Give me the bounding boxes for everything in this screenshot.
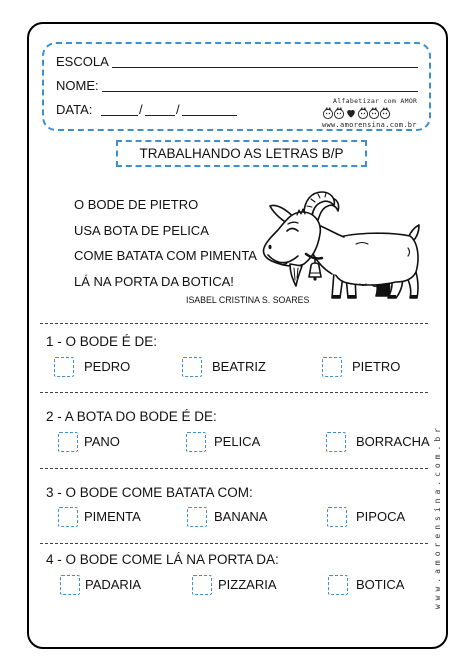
option-label: BORRACHA — [356, 434, 430, 449]
school-field[interactable] — [112, 67, 418, 68]
option-label: BEATRIZ — [212, 359, 266, 374]
checkbox-icon[interactable] — [327, 507, 347, 527]
option-label: PADARIA — [85, 577, 142, 592]
section-divider — [40, 468, 428, 469]
date-separator: / — [139, 102, 143, 117]
date-year-field[interactable] — [182, 115, 237, 116]
option-label: PANO — [84, 434, 120, 449]
poem-line: LÁ NA PORTA DA BOTICA! — [74, 273, 234, 289]
option-label: PIETRO — [352, 359, 401, 374]
option-label: BOTICA — [356, 577, 405, 592]
option-label: PELICA — [214, 434, 261, 449]
goat-body — [332, 233, 419, 285]
poem — [74, 192, 257, 294]
option-label: BANANA — [214, 509, 268, 524]
section-divider — [40, 392, 428, 393]
option-label: PEDRO — [84, 359, 131, 374]
date-month-field[interactable] — [145, 115, 175, 116]
side-watermark: www.amorensina.com.br — [433, 424, 442, 610]
school-label: ESCOLA — [56, 54, 109, 69]
goat-bell — [309, 263, 321, 277]
poem-line: O BODE DE PIETRO — [74, 197, 199, 212]
date-day-field[interactable] — [101, 115, 138, 116]
question-4-text: 4 - O BODE COME LÁ NA PORTA DA: — [46, 552, 279, 567]
goat-illustration — [260, 186, 420, 302]
option-label: PIMENTA — [84, 509, 141, 524]
date-label: DATA: — [56, 102, 93, 117]
checkbox-icon[interactable] — [58, 432, 78, 452]
checkbox-icon[interactable] — [54, 357, 74, 377]
option-label: PIPOCA — [356, 509, 406, 524]
checkbox-icon[interactable] — [328, 575, 348, 595]
checkbox-icon[interactable] — [322, 357, 342, 377]
poem-line: COME BATATA COM PIMENTA — [74, 248, 257, 264]
poem-author: ISABEL CRISTINA S. SOARES — [186, 295, 310, 305]
page-title: TRABALHANDO AS LETRAS B/P — [116, 140, 367, 167]
name-label: NOME: — [56, 78, 99, 93]
name-field[interactable] — [102, 91, 418, 92]
checkbox-icon[interactable] — [187, 507, 207, 527]
option-label: PIZZARIA — [218, 577, 277, 592]
checkbox-icon[interactable] — [182, 357, 202, 377]
goat-bell-clapper — [313, 277, 316, 280]
poem-line: USA BOTA DE PELICA — [74, 222, 209, 238]
checkbox-icon[interactable] — [60, 575, 80, 595]
goat-beard — [290, 264, 302, 286]
logo-url: www.amorensina.com.br — [322, 121, 417, 129]
question-3-text: 3 - O BODE COME BATATA COM: — [46, 485, 253, 500]
section-divider — [40, 543, 428, 544]
checkbox-icon[interactable] — [186, 432, 206, 452]
question-1-text: 1 - O BODE É DE: — [46, 334, 158, 349]
goat-hooves — [332, 295, 417, 299]
question-2-text: 2 - A BOTA DO BODE É DE: — [46, 409, 217, 424]
logo-tagline: Alfabetizar com AMOR — [333, 97, 418, 105]
date-separator: / — [176, 102, 180, 117]
checkbox-icon[interactable] — [58, 507, 78, 527]
amor-logo-icon — [322, 106, 394, 120]
checkbox-icon[interactable] — [326, 432, 346, 452]
section-divider — [40, 323, 428, 324]
checkbox-icon[interactable] — [192, 575, 212, 595]
goat-nostril — [269, 245, 272, 249]
